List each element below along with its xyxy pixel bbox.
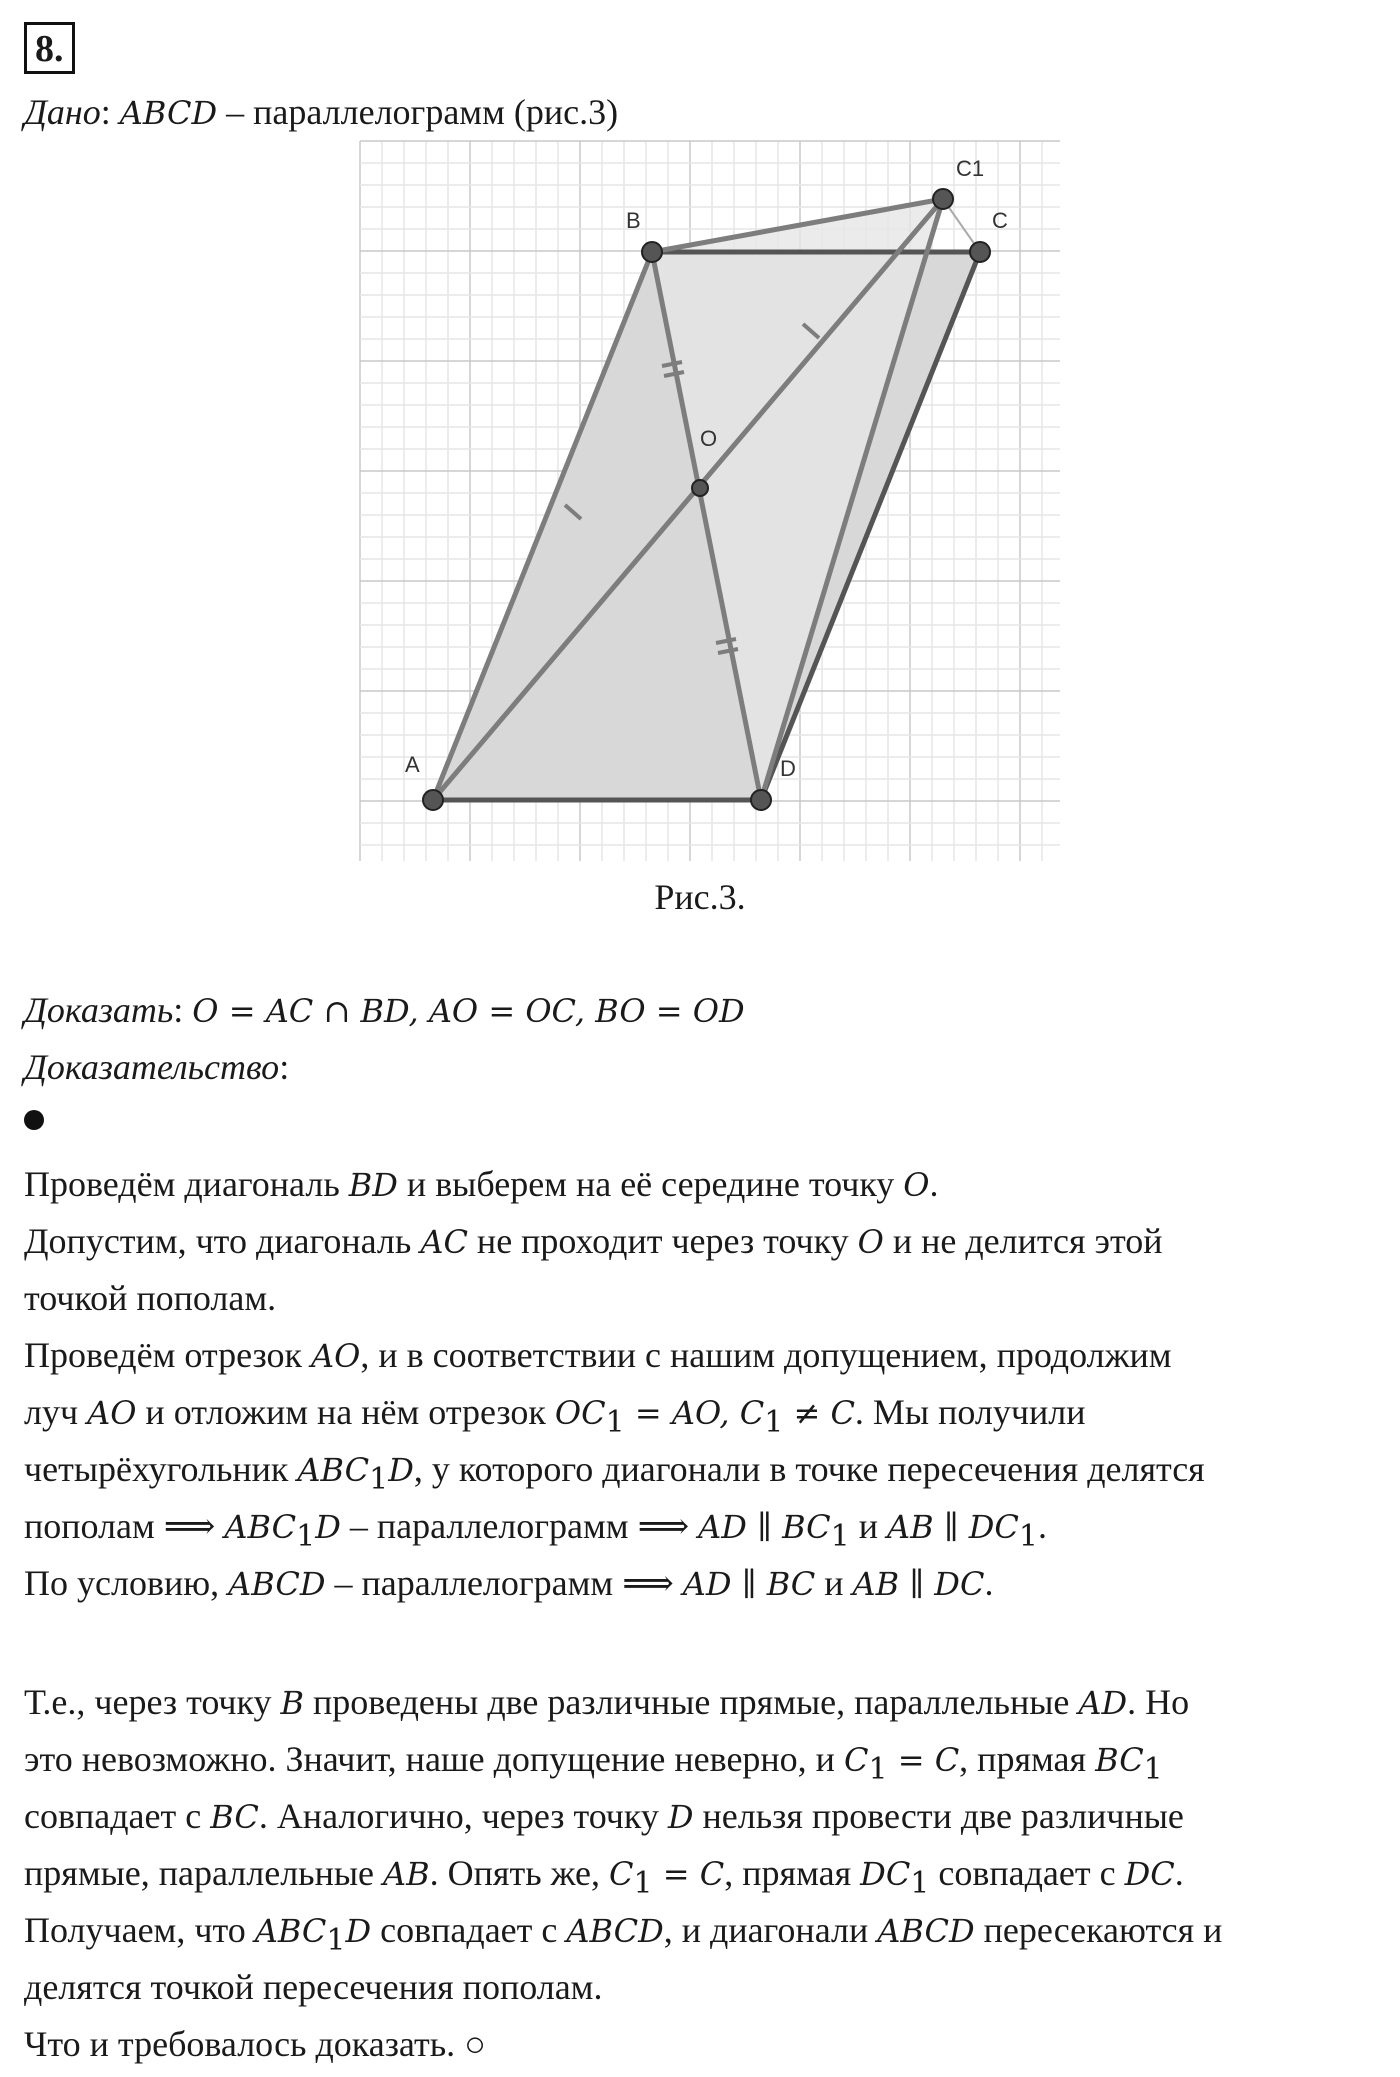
point-o	[692, 480, 708, 496]
proof-sep: :	[279, 1047, 290, 1087]
math: D	[315, 1508, 341, 1546]
text: совпадает с	[24, 1796, 211, 1836]
math: BC	[210, 1798, 259, 1836]
subscript: 1	[326, 1923, 346, 1959]
proof-line-4	[24, 1333, 1172, 1378]
point-c1	[933, 189, 953, 209]
bullet-icon	[24, 1110, 44, 1130]
label-d: D	[780, 756, 796, 781]
point-b	[642, 242, 662, 262]
text: луч	[24, 1392, 88, 1432]
text: точкой пополам.	[24, 1278, 277, 1318]
label-c: C	[992, 208, 1008, 233]
given-label: Дано	[24, 92, 101, 132]
subscript: 1	[369, 1462, 389, 1498]
figure-caption: Рис.3.	[654, 877, 746, 917]
math: BC	[1095, 1741, 1144, 1779]
proof-heading	[24, 1045, 289, 1089]
proof-line-6	[24, 1447, 1205, 1502]
text: .	[1174, 1853, 1184, 1893]
math: C	[609, 1855, 634, 1893]
subscript: 1	[633, 1866, 653, 1902]
proof-line-11	[24, 1794, 1184, 1839]
math: = AO, C	[624, 1394, 765, 1432]
text: нельзя провести две различные	[693, 1796, 1184, 1836]
proof-line-12	[24, 1851, 1184, 1906]
proof-label: Доказательство	[24, 1047, 280, 1087]
given-text: – параллелограмм (рис.3)	[217, 92, 619, 132]
math: D	[388, 1451, 414, 1489]
text: Получаем, что	[24, 1910, 255, 1950]
proof-line-2	[24, 1219, 1163, 1264]
math: AC	[420, 1223, 468, 1261]
text: . Опять же,	[429, 1853, 610, 1893]
text: Проведём отрезок	[24, 1335, 311, 1375]
math: AO	[87, 1394, 137, 1432]
math: ABCD	[877, 1912, 975, 1950]
text: делятся точкой пересечения пополам.	[24, 1967, 603, 2007]
text: и не делится этой	[883, 1221, 1163, 1261]
math: B	[280, 1684, 305, 1722]
proof-line-10	[24, 1737, 1163, 1792]
math: AB ∥ DC	[887, 1508, 1019, 1546]
label-c1: C1	[956, 156, 985, 181]
text: .	[929, 1164, 939, 1204]
subscript: 1	[296, 1519, 316, 1555]
text: – параллелограмм ⟹	[325, 1563, 683, 1603]
text: . Но	[1127, 1682, 1190, 1722]
label-b: B	[626, 208, 641, 233]
parallelogram-figure	[350, 136, 1070, 866]
math: DC	[860, 1855, 911, 1893]
math: O	[857, 1223, 884, 1261]
text: .	[1038, 1506, 1047, 1546]
math: D	[667, 1798, 694, 1836]
text: пересекаются и	[974, 1910, 1223, 1950]
math: AB ∥ DC	[852, 1565, 985, 1603]
math: OC	[554, 1394, 606, 1432]
math: = C	[652, 1855, 725, 1893]
label-a: A	[405, 752, 420, 777]
label-o: O	[700, 426, 718, 451]
task-number: 8.	[24, 22, 75, 74]
proof-line-3	[24, 1276, 276, 1320]
given-math: ABCD	[119, 94, 218, 132]
math: ABC	[224, 1508, 297, 1546]
point-c	[970, 242, 990, 262]
text: совпадает с	[929, 1853, 1125, 1893]
math: AD ∥ BC	[698, 1508, 831, 1546]
math: AO	[310, 1337, 361, 1375]
math: DC	[1124, 1855, 1175, 1893]
text: . Мы получили	[854, 1392, 1086, 1432]
subscript: 1	[1018, 1519, 1038, 1555]
prove-label: Доказать	[24, 990, 174, 1030]
subscript: 1	[868, 1752, 888, 1788]
text: Допустим, что диагональ	[24, 1221, 421, 1261]
text: , прямая	[724, 1853, 861, 1893]
prove-sep: :	[173, 990, 193, 1030]
proof-line-15	[24, 2022, 486, 2066]
text: и выберем на её середине точку	[397, 1164, 904, 1204]
proof-line-9	[24, 1680, 1189, 1725]
text: .	[984, 1563, 994, 1603]
given-line	[24, 90, 618, 135]
subscript: 1	[605, 1405, 625, 1441]
math: D	[345, 1912, 372, 1950]
given-sep: :	[100, 92, 120, 132]
text: прямые, параллельные	[24, 1853, 384, 1893]
text: , у которого диагонали в точке пересечения делятся	[413, 1449, 1205, 1489]
text: , и диагонали	[663, 1910, 878, 1950]
proof-line-5	[24, 1390, 1085, 1445]
text: не проходит через точку	[467, 1221, 858, 1261]
text: , прямая	[959, 1739, 1096, 1779]
text: и	[849, 1506, 888, 1546]
proof-line-8	[24, 1561, 993, 1606]
text: , и в соответствии с нашим допущением, продолжим	[360, 1335, 1172, 1375]
point-d	[751, 790, 771, 810]
math: ABCD	[228, 1565, 326, 1603]
math: ABCD	[566, 1912, 664, 1950]
math: = C	[887, 1741, 960, 1779]
math: AD	[1078, 1684, 1128, 1722]
text: четырёхугольник	[24, 1449, 298, 1489]
text: – параллелограмм ⟹	[340, 1506, 699, 1546]
proof-line-14	[24, 1965, 602, 2009]
text: пополам ⟹	[24, 1506, 225, 1546]
subscript: 1	[910, 1866, 930, 1902]
point-a	[423, 790, 443, 810]
text: совпадает с	[371, 1910, 567, 1950]
math: BD	[348, 1166, 398, 1204]
math: AB	[383, 1855, 430, 1893]
text: это невозможно. Значит, наше допущение неверно, и	[24, 1739, 844, 1779]
proof-line-1	[24, 1162, 939, 1207]
math: ABC	[297, 1451, 370, 1489]
subscript: 1	[830, 1519, 850, 1555]
text: . Аналогично, через точку	[258, 1796, 668, 1836]
text: проведены две различные прямые, параллельные	[304, 1682, 1079, 1722]
text: По условию,	[24, 1563, 229, 1603]
math: O	[903, 1166, 930, 1204]
subscript: 1	[1143, 1752, 1163, 1788]
math: AD ∥ BC	[682, 1565, 816, 1603]
text: Проведём диагональ	[24, 1164, 349, 1204]
text: Что и требовалось доказать. ○	[24, 2024, 486, 2064]
prove-line	[24, 988, 745, 1033]
math: ABC	[254, 1912, 327, 1950]
prove-math: O = AC ∩ BD, AO = OC, BO = OD	[192, 992, 745, 1030]
proof-line-7	[24, 1504, 1047, 1559]
text: и отложим на нём отрезок	[136, 1392, 555, 1432]
math: C	[843, 1741, 869, 1779]
proof-line-13	[24, 1908, 1222, 1963]
subscript: 1	[764, 1405, 784, 1441]
math: ≠ C	[783, 1394, 855, 1432]
text: и	[815, 1563, 853, 1603]
text: Т.е., через точку	[24, 1682, 281, 1722]
